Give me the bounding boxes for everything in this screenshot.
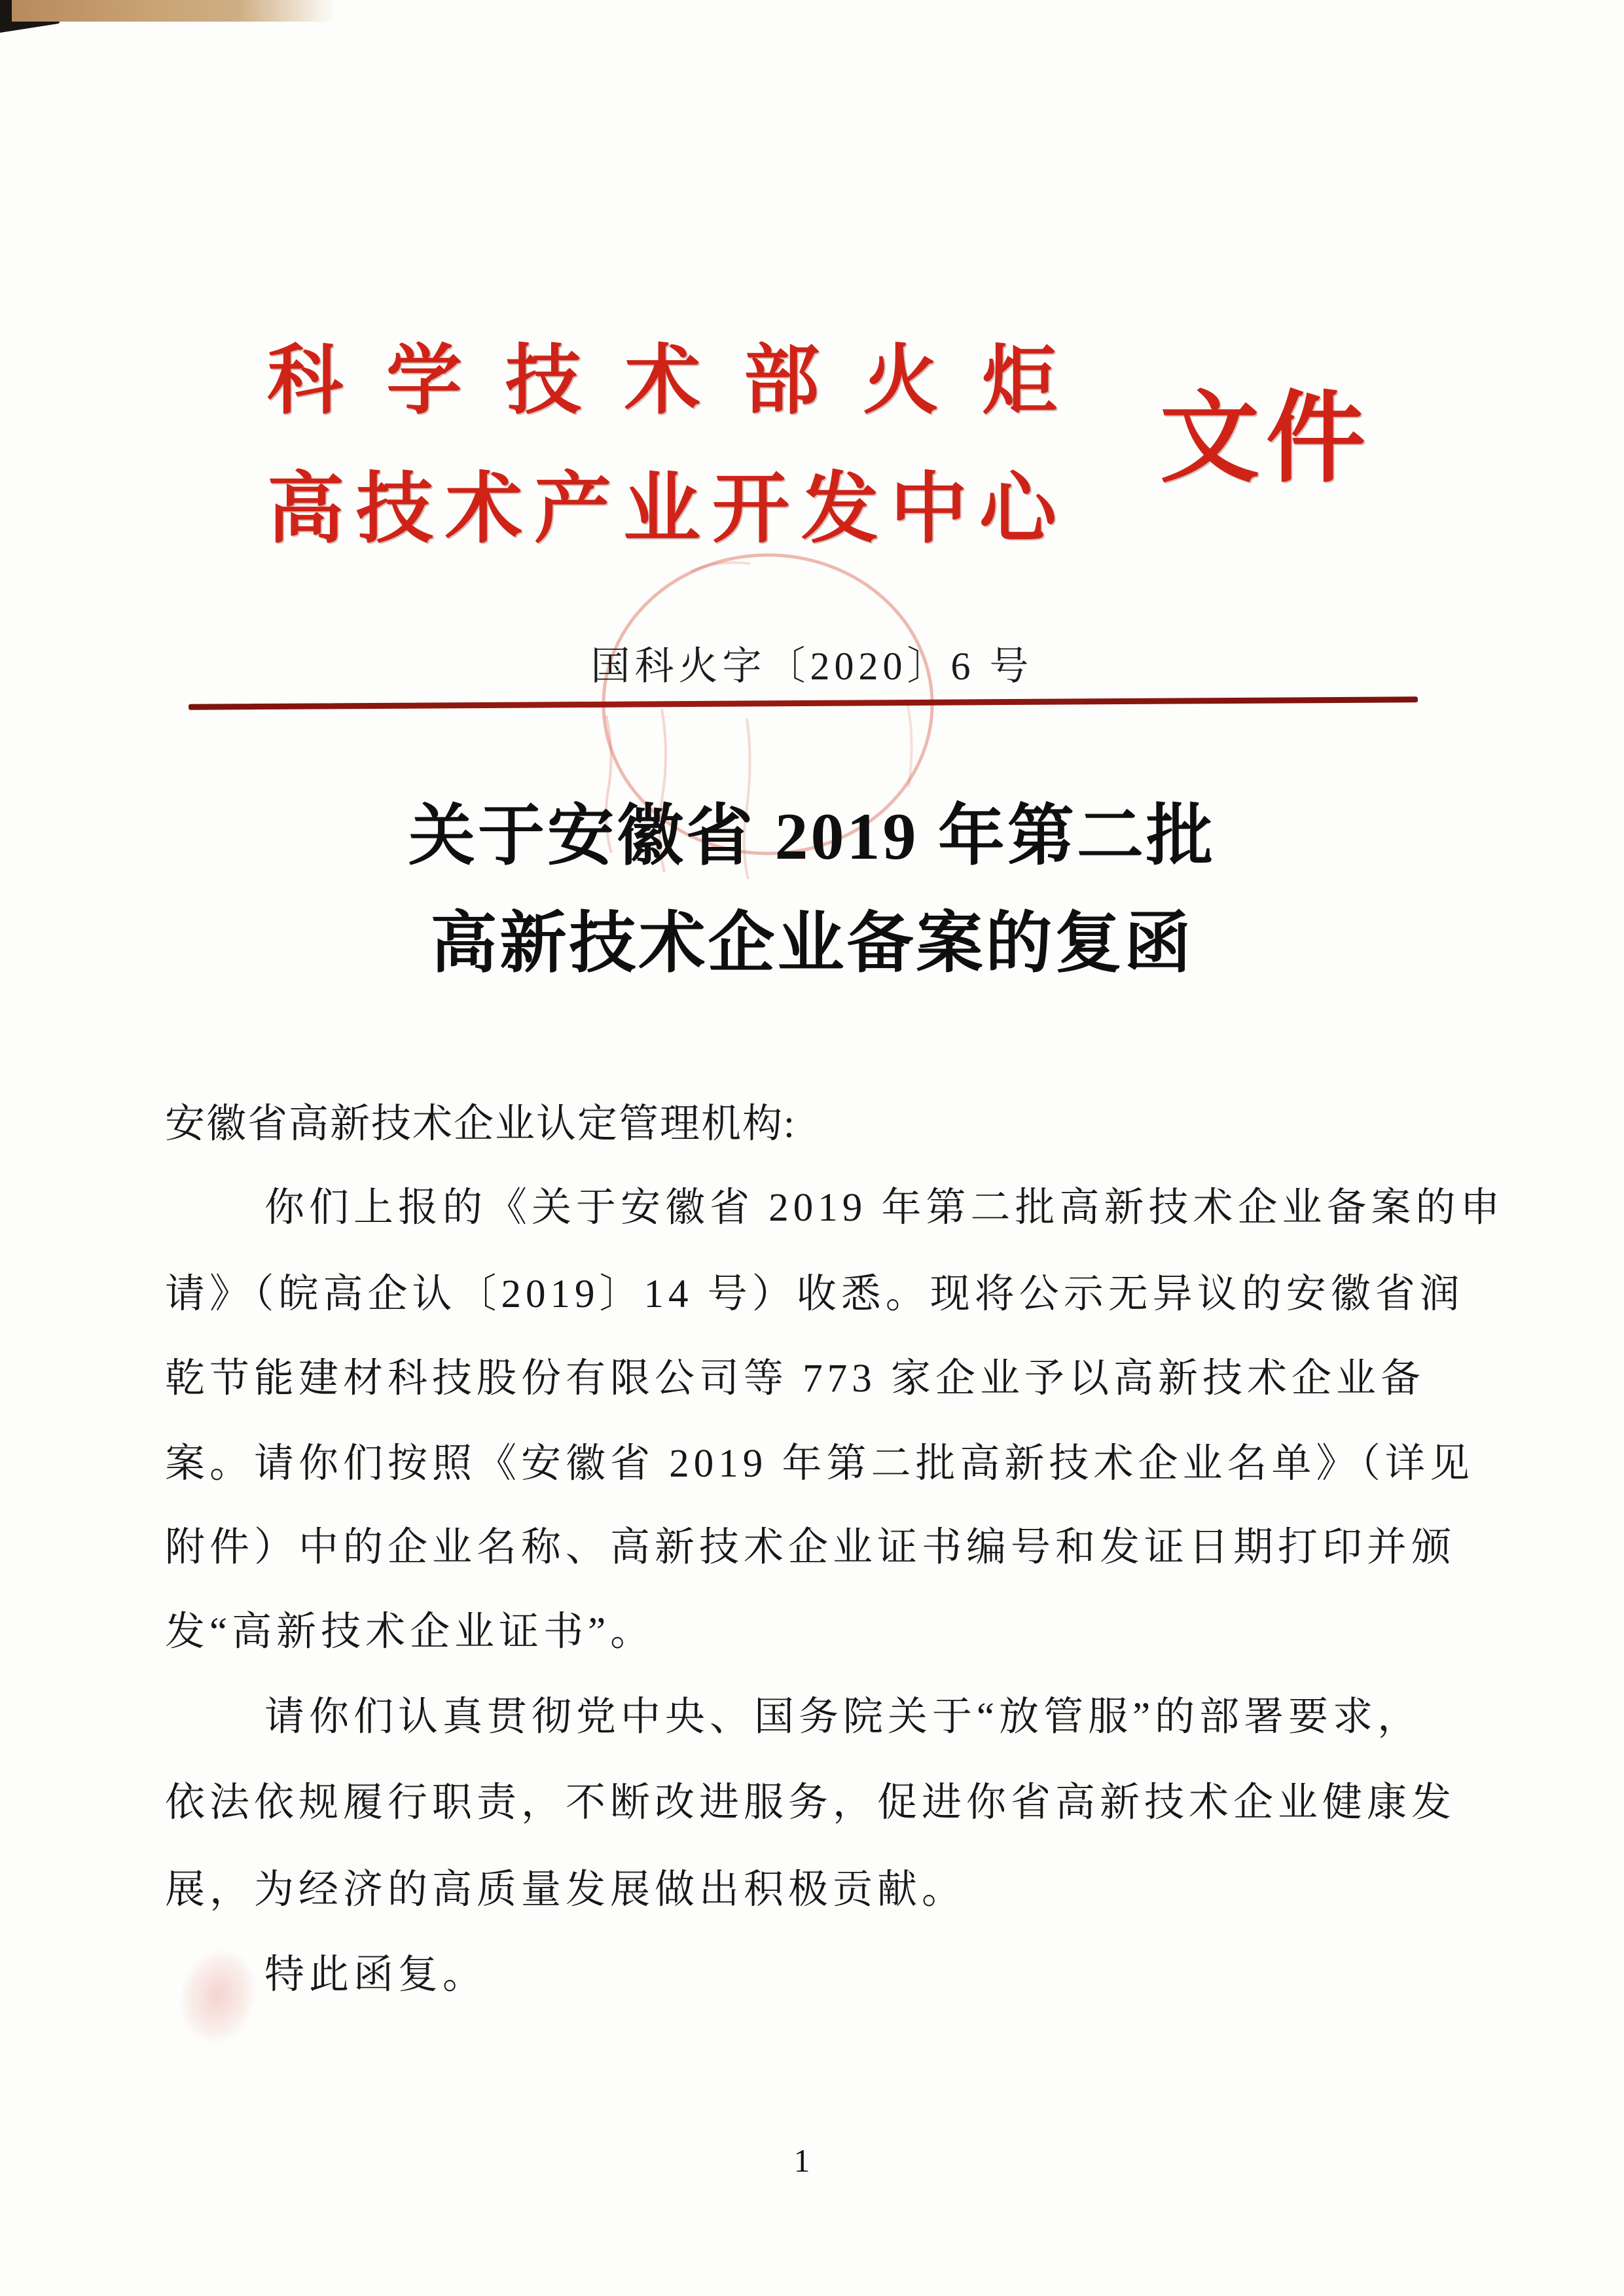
page-number: 1 [793, 2142, 810, 2179]
letterhead-issuer-line1: 科学技术部火炬 [267, 340, 1101, 423]
document-title-line1: 关于安徽省 2019 年第二批 [408, 800, 1216, 874]
body-line: 附件）中的企业名称、高新技术企业证书编号和发证日期打印并颁 [165, 1526, 1456, 1570]
scan-edge-artifact [12, 0, 335, 22]
letterhead-issuer-line2: 高技术产业开发中心 [267, 467, 1069, 552]
letterhead-doc-type-label: 文件 [1160, 384, 1372, 494]
closing-line: 特此函复。 [264, 1953, 488, 1997]
body-line: 请你们认真贯彻党中央、国务院关于“放管服”的部署要求， [264, 1695, 1422, 1739]
red-divider-rule [189, 696, 1418, 709]
body-line: 乾节能建材科技股份有限公司等 773 家企业予以高新技术企业备 [165, 1357, 1426, 1401]
document-title-line2: 高新技术企业备案的复函 [430, 907, 1194, 981]
salutation: 安徽省高新技术企业认定管理机构: [165, 1102, 796, 1146]
body-line: 请》（皖高企认〔2019〕14 号）收悉。现将公示无异议的安徽省润 [165, 1272, 1464, 1316]
document-reference-number: 国科火字〔2020〕6 号 [590, 645, 1034, 688]
body-line: 依法依规履行职责，不断改进服务，促进你省高新技术企业健康发 [165, 1781, 1456, 1825]
body-line: 案。请你们按照《安徽省 2019 年第二批高新技术企业名单》（详见 [165, 1442, 1475, 1486]
body-line: 发“高新技术企业证书”。 [165, 1610, 655, 1654]
body-line: 展，为经济的高质量发展做出积极贡献。 [165, 1868, 967, 1912]
body-line: 你们上报的《关于安徽省 2019 年第二批高新技术企业备案的申 [264, 1186, 1505, 1230]
